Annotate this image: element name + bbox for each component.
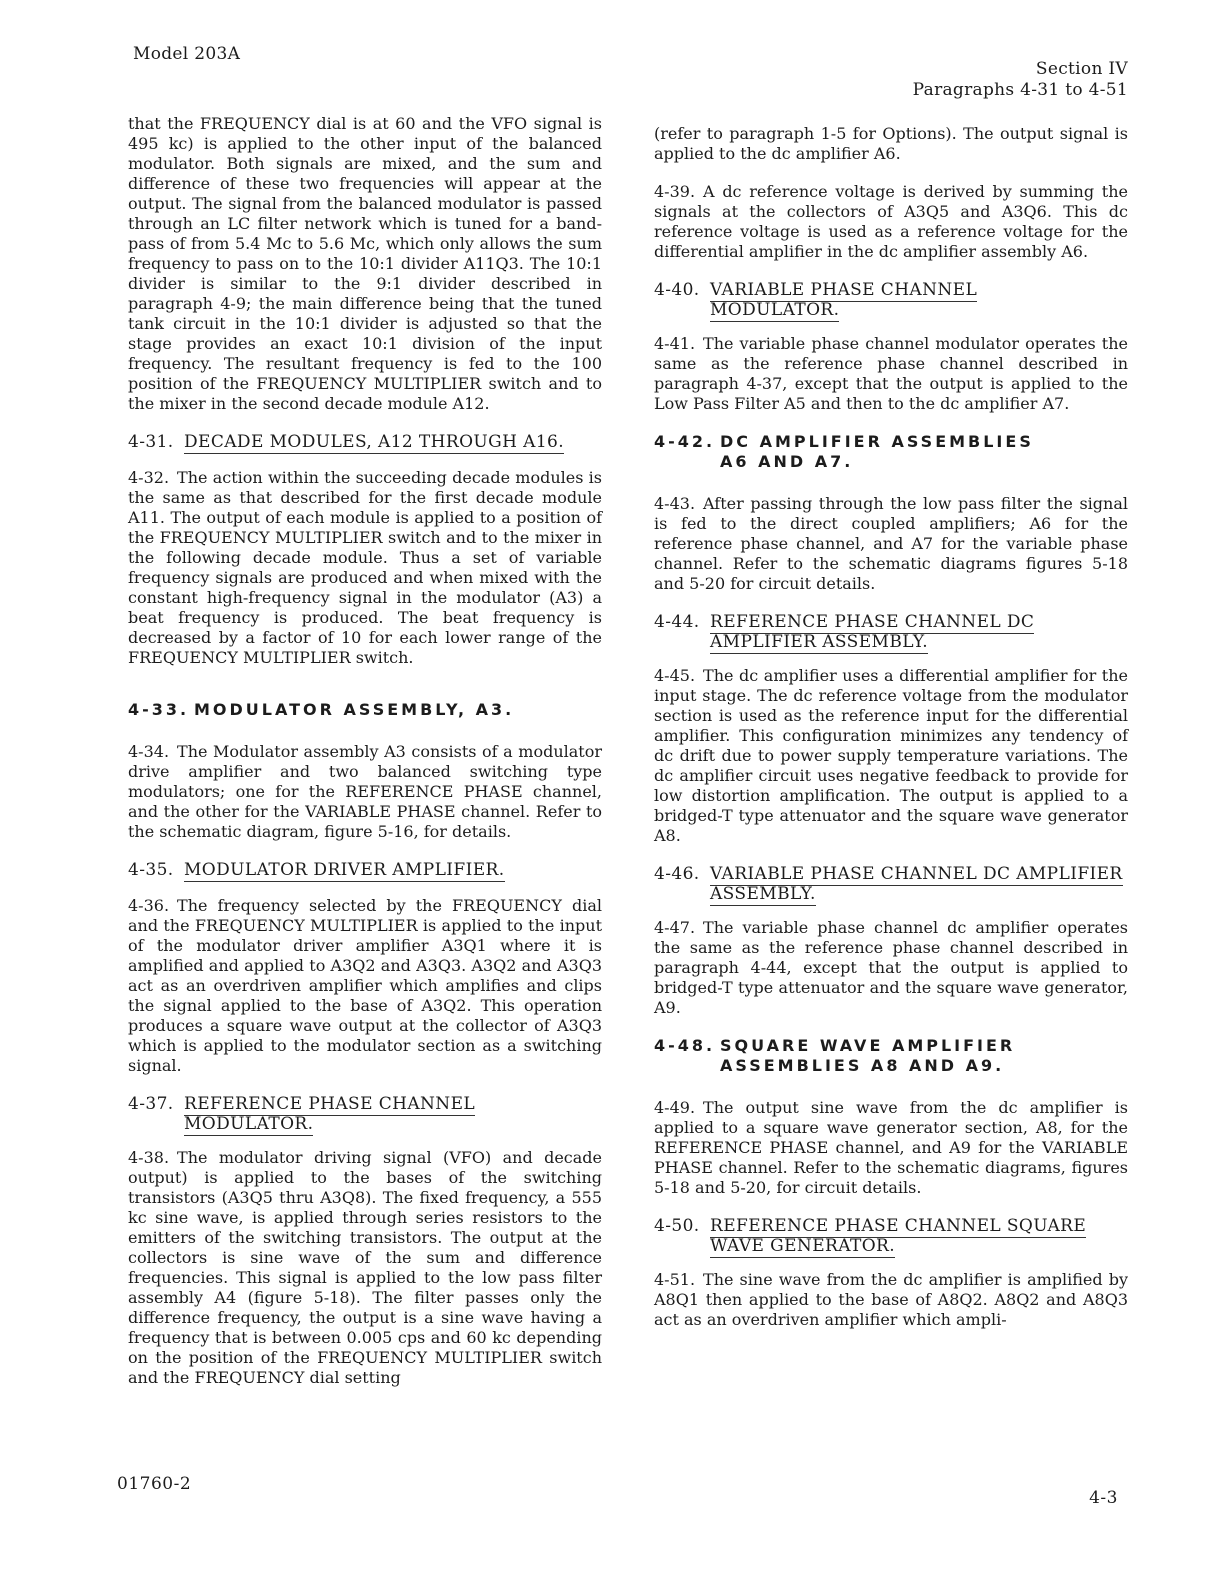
heading-4-31 — [128, 432, 602, 454]
page-number: 4-3 — [1089, 1488, 1118, 1508]
paragraph-number: 4-47. — [654, 918, 696, 937]
paragraph-number: 4-34. — [128, 742, 170, 761]
paragraph-text: After passing through the low pass filter the signal is fed to the direct coupled amplifiers; A6 for the reference phase channel, and A7 for the variable phase channel. Refer to the schematic diagrams figures 5-18 and 5-20 for circuit details. — [654, 494, 1128, 593]
heading-title: MODULATOR ASSEMBLY, A3. — [194, 700, 515, 719]
paragraph-continued: that the FREQUENCY dial is at 60 and the VFO signal is 495 kc) is applied to the other input of the balanced modulator. Both signals are mixed, and the sum and difference of these two frequencies will appear at the output. The signal from the balanced modulator is passed through an LC filter network which is tuned for a band-pass of from 5.4 Mc to 5.6 Mc, which only allows the sum frequency to pass on to the 10:1 divider A11Q3. The 10:1 divider is similar to the 9:1 divider described in paragraph 4-9; the main difference being that the tuned tank circuit in the 10:1 divider is adjusted so that the stage provides an exact 10:1 division of the input frequency. The resultant frequency is fed to the 100 position of the FREQUENCY MULTIPLIER switch and to the mixer in the second decade module A12. — [128, 114, 602, 413]
heading-title-line-2: WAVE GENERATOR. — [710, 1236, 896, 1256]
heading-title-line-2: AMPLIFIER ASSEMBLY. — [710, 632, 929, 652]
heading-4-42 — [654, 432, 1128, 472]
paragraph-4-41 — [654, 334, 1128, 414]
heading-title-line-1: SQUARE WAVE AMPLIFIER — [720, 1036, 1016, 1055]
heading-title-line-1: VARIABLE PHASE CHANNEL DC AMPLIFIER — [710, 864, 1123, 884]
paragraph-4-45 — [654, 666, 1128, 846]
heading-title-line-2: ASSEMBLIES A8 AND A9. — [720, 1056, 1005, 1075]
heading-number: 4-31. — [128, 432, 174, 452]
paragraph-text: The action within the succeeding decade modules is the same as that described for the first decade module A11. The output of each module is applied to a position of the FREQUENCY MULTIPLIER switch and to the mixer in the following decade module. Thus a set of variable frequency signals are produced and when mixed with the constant high-frequency signal in the modulator (A3) a beat frequency is produced. The beat frequency is decreased by a factor of 10 for each lower range of the FREQUENCY MULTIPLIER switch. — [128, 468, 602, 667]
paragraph-text: The Modulator assembly A3 consists of a modulator drive amplifier and two balanced switching type modulators; one for the REFERENCE PHASE channel, and the other for the VARIABLE PHASE channel. Refer to the schematic diagram, figure 5-16, for details. — [128, 742, 602, 841]
section-header — [913, 59, 1128, 101]
paragraph-number: 4-45. — [654, 666, 696, 685]
heading-number: 4-44. — [654, 612, 700, 632]
paragraph-number: 4-32. — [128, 468, 170, 487]
heading-number: 4-40. — [654, 280, 700, 300]
paragraph-4-32 — [128, 468, 602, 668]
heading-title-line-1: REFERENCE PHASE CHANNEL SQUARE — [710, 1216, 1087, 1236]
paragraph-4-47 — [654, 918, 1128, 1018]
paragraph-number: 4-38. — [128, 1148, 170, 1167]
paragraph-text: The modulator driving signal (VFO) and decade output) is applied to the bases of the switching transistors (A3Q5 thru A3Q8). The fixed frequency, a 555 kc sine wave, is applied through series resistors to the emitters of the switching transistors. The output at the collectors is sine wave of the sum and difference frequencies. This signal is applied to the low pass filter assembly A4 (figure 5-18). The filter passes only the difference frequency, the output is a sine wave having a frequency that is between 0.005 cps and 60 kc depending on the position of the FREQUENCY MULTIPLIER switch and the FREQUENCY dial setting — [128, 1148, 602, 1387]
heading-title: MODULATOR DRIVER AMPLIFIER. — [184, 860, 505, 880]
paragraph-4-38 — [128, 1148, 602, 1388]
heading-title-line-2: A6 AND A7. — [720, 452, 854, 471]
heading-title-line-1: REFERENCE PHASE CHANNEL — [184, 1094, 476, 1114]
paragraph-4-39 — [654, 182, 1128, 262]
paragraph-text: The dc amplifier uses a differential amplifier for the input stage. The dc reference voltage from the modulator section is used as the reference input for the differential amplifier. This configuration minimizes any tendency of dc drift due to power supply temperature variations. The dc amplifier circuit uses negative feedback to provide for low distortion amplification. The output is applied to a bridged-T type attenuator and the square wave generator A8. — [654, 666, 1128, 845]
paragraph-number: 4-39. — [654, 182, 696, 201]
paragraph-number: 4-36. — [128, 896, 170, 915]
paragraph-4-43 — [654, 494, 1128, 594]
heading-title-line-2: MODULATOR. — [710, 300, 840, 320]
heading-title-line-1: VARIABLE PHASE CHANNEL — [710, 280, 978, 300]
paragraph-number: 4-43. — [654, 494, 696, 513]
paragraph-text: The output sine wave from the dc amplifier is applied to a square wave generator section, A8, for the REFERENCE PHASE channel, and A9 for the VARIABLE PHASE channel. Refer to the schematic diagrams, figures 5-18 and 5-20, for circuit details. — [654, 1098, 1128, 1197]
heading-number: 4-37. — [128, 1094, 174, 1114]
heading-number: 4-42. — [654, 432, 716, 451]
paragraph-text: The variable phase channel modulator operates the same as the reference phase channel described in paragraph 4-37, except that the output is applied to the Low Pass Filter A5 and then to the dc amplifier A7. — [654, 334, 1128, 413]
paragraph-continued: (refer to paragraph 1-5 for Options). The output signal is applied to the dc amplifier A6. — [654, 124, 1128, 163]
heading-title-line-1: REFERENCE PHASE CHANNEL DC — [710, 612, 1035, 632]
heading-number: 4-35. — [128, 860, 174, 880]
heading-4-44 — [654, 612, 1128, 652]
heading-4-33 — [128, 700, 602, 720]
heading-number: 4-46. — [654, 864, 700, 884]
heading-title: DECADE MODULES, A12 THROUGH A16. — [184, 432, 565, 452]
heading-number: 4-33. — [128, 700, 190, 719]
paragraph-text: The sine wave from the dc amplifier is amplified by A8Q1 then applied to the base of A8Q2. A8Q2 and A8Q3 act as an overdriven amplifier which ampli- — [654, 1270, 1128, 1329]
heading-number: 4-50. — [654, 1216, 700, 1236]
heading-4-40 — [654, 280, 1128, 320]
model-header: Model 203A — [133, 44, 241, 64]
section-label: Section IV — [1035, 59, 1128, 79]
heading-title-line-2: MODULATOR. — [184, 1114, 314, 1134]
heading-title-line-2: ASSEMBLY. — [710, 884, 816, 904]
heading-4-48 — [654, 1036, 1128, 1076]
heading-4-35 — [128, 860, 602, 882]
paragraph-number: 4-49. — [654, 1098, 696, 1117]
heading-4-37 — [128, 1094, 602, 1134]
paragraph-number: 4-51. — [654, 1270, 696, 1289]
paragraphs-range: Paragraphs 4-31 to 4-51 — [912, 80, 1128, 100]
paragraph-4-36 — [128, 896, 602, 1076]
document-number: 01760-2 — [117, 1474, 192, 1494]
heading-title-line-1: DC AMPLIFIER ASSEMBLIES — [720, 432, 1034, 451]
heading-4-46 — [654, 864, 1128, 904]
paragraph-4-49 — [654, 1098, 1128, 1198]
paragraph-text: The frequency selected by the FREQUENCY dial and the FREQUENCY MULTIPLIER is applied to the input of the modulator driver amplifier A3Q1 where it is amplified and applied to A3Q2 and A3Q3. A3Q2 and A3Q3 act as an overdriven amplifier which amplifies and clips the signal applied to the base of A3Q2. This operation produces a square wave output at the collector of A3Q3 which is applied to the modulator section as a switching signal. — [128, 896, 602, 1075]
paragraph-number: 4-41. — [654, 334, 696, 353]
paragraph-4-51 — [654, 1270, 1128, 1330]
paragraph-text: The variable phase channel dc amplifier operates the same as the reference phase channel described in paragraph 4-44, except that the output is applied to bridged-T type attenuator and the square wave generator, A9. — [654, 918, 1128, 1017]
left-column — [128, 114, 602, 1406]
paragraph-4-34 — [128, 742, 602, 842]
heading-number: 4-48. — [654, 1036, 716, 1055]
paragraph-text: A dc reference voltage is derived by summing the signals at the collectors of A3Q5 and A3Q6. This dc reference voltage is used as a reference voltage for the differential amplifier in the dc amplifier assembly A6. — [654, 182, 1128, 261]
right-column — [654, 124, 1128, 1348]
heading-4-50 — [654, 1216, 1128, 1256]
